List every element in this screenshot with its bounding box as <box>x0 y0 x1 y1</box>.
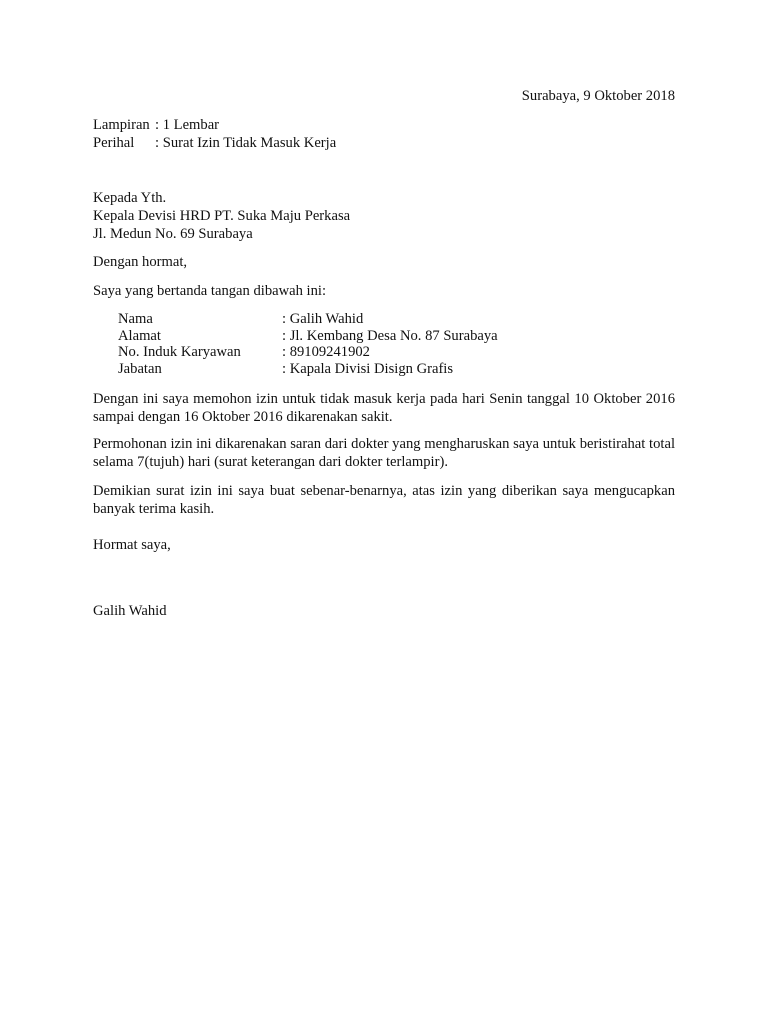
meta-value: : Surat Izin Tidak Masuk Kerja <box>155 135 337 151</box>
letter-meta <box>93 116 336 152</box>
identity-table <box>118 310 498 376</box>
identity-value: : Jl. Kembang Desa No. 87 Surabaya <box>282 327 498 344</box>
meta-label: Perihal <box>93 135 135 151</box>
signer-name: Galih Wahid <box>93 603 167 619</box>
identity-row-nama <box>118 310 498 327</box>
body-paragraph-1: Dengan ini saya memohon izin untuk tidak masuk kerja pada hari Senin tanggal 10 Oktober 2016 sampai dengan 16 Oktober 2016 dikarenakan sakit. <box>93 391 675 425</box>
identity-label: Alamat <box>118 327 161 344</box>
identity-value: : 89109241902 <box>282 344 370 360</box>
identity-label: No. Induk Karyawan <box>118 344 241 360</box>
identity-row-nik <box>118 343 498 360</box>
identity-label: Jabatan <box>118 360 162 377</box>
recipient-line: Kepada Yth. <box>93 190 167 206</box>
body-paragraph-2: Permohonan izin ini dikarenakan saran dari dokter yang mengharuskan saya untuk beristirahat total selama 7(tujuh) hari (surat keterangan dari dokter terlampir). <box>93 436 675 470</box>
recipient-block <box>93 189 350 243</box>
greeting: Dengan hormat, <box>93 254 188 270</box>
place-date: Surabaya, 9 Oktober 2018 <box>521 88 675 104</box>
identity-row-jabatan <box>118 360 498 377</box>
recipient-line: Kepala Devisi HRD PT. Suka Maju Perkasa <box>93 208 351 224</box>
meta-value: : 1 Lembar <box>155 117 220 133</box>
meta-row-perihal <box>93 134 336 152</box>
intro-line: Saya yang bertanda tangan dibawah ini: <box>93 283 327 299</box>
closing: Hormat saya, <box>93 537 171 553</box>
recipient-line: Jl. Medun No. 69 Surabaya <box>93 226 253 242</box>
meta-row-lampiran <box>93 116 336 134</box>
body-paragraph-3: Demikian surat izin ini saya buat sebenar-benarnya, atas izin yang diberikan saya mengucapkan banyak terima kasih. <box>93 483 675 517</box>
identity-label: Nama <box>118 311 153 327</box>
meta-label: Lampiran <box>93 117 150 133</box>
identity-row-alamat <box>118 327 498 344</box>
identity-value: : Kapala Divisi Disign Grafis <box>282 360 454 377</box>
identity-value: : Galih Wahid <box>282 311 364 327</box>
